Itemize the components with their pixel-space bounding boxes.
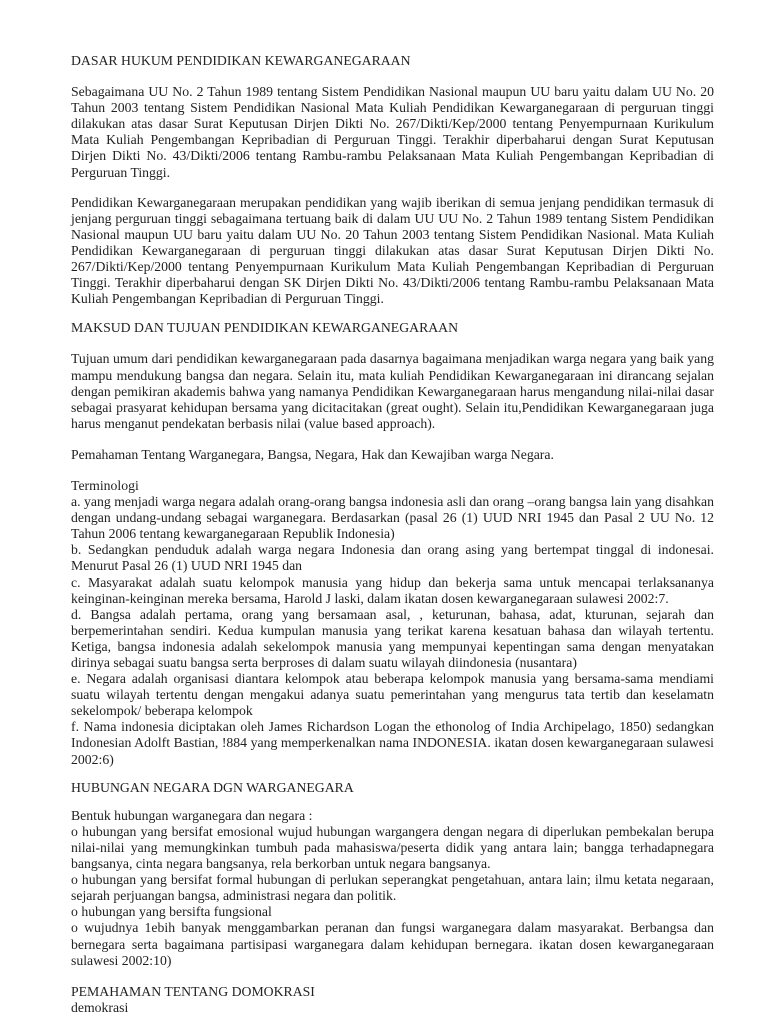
terminologi-item: a. yang menjadi warga negara adalah orang-orang bangsa indonesia asli dan orang –orang bangsa lain yang disahkan dengan undang-undang sebagai warganegara. Berdasarkan (pasal 26 (1) UUD NRI 1945 dan Pasal 2 UU No. 12 Tahun 2006 tentang kewarganegaraan Republik Indonesia) [71,494,714,542]
terminologi-label: Terminologi [71,477,139,493]
demokrasi-heading: PEMAHAMAN TENTANG DOMOKRASI [71,983,315,999]
hubungan-intro: Bentuk hubungan warganegara dan negara : [71,807,313,823]
hubungan-item: o hubungan yang bersifat emosional wujud hubungan wargangera dengan negara di diperlukan pembekalan berupa nilai-nilai yang memungkinkan tumbuh pada mahasiswa/peserta didik yang antara lain; bangga terhadapnegara bangsanya, cinta negara bangsanya, rela berkorban untuk negara bangsanya. [71,823,714,872]
document-body [71,53,714,1016]
dasar-hukum-heading: DASAR HUKUM PENDIDIKAN KEWARGANEGARAAN [71,53,411,68]
pemahaman-title: Pemahaman Tentang Warganegara, Bangsa, Negara, Hak dan Kewajiban warga Negara. [71,446,554,462]
maksud-tujuan-paragraph: Tujuan umum dari pendidikan kewarganegaraan pada dasarnya bagaimana menjadikan warga negara yang baik yang mampu mendukung bangsa dan negara. Selain itu, mata kuliah Pendidikan Kewarganegaraan ini dirancang sejalan dengan pemikiran akademis bahwa yang namanya Pendidikan Kewarganegaraan harus mengandung nilai-nilai dasar sebagai prasyarat kehidupan bersama yang dicitacitakan (great ought). Selain itu,Pendidikan Kewarganegaraan juga harus menganut pendekatan berbasis nilai (value based approach). [71,351,714,431]
maksud-tujuan-heading: MAKSUD DAN TUJUAN PENDIDIKAN KEWARGANEGARAAN [71,320,459,336]
hubungan-item: o hubungan yang bersifat formal hubungan di perlukan seperangkat pengetahuan, antara lain; ilmu ketata negaraan, sejarah perjuangan bangsa, administrasi negara dan politik. [71,872,714,904]
hubungan-item: o hubungan yang bersifta fungsional [71,904,272,920]
hubungan-heading: HUBUNGAN NEGARA DGN WARGANEGARA [71,779,354,795]
demokrasi-text: demokrasi [71,999,129,1015]
dasar-hukum-paragraph-2: Pendidikan Kewarganegaraan merupakan pendidikan yang wajib iberikan di semua jenjang pendidikan termasuk di jenjang perguruan tinggi sebagaimana tertuang baik di dalam UU UU No. 2 Tahun 1989 tentang Sistem Pendidikan Nasional maupun UU baru yaitu dalam UU No. 20 Tahun 2003 tentang Sistem Pendidikan Nasional. Mata Kuliah Pendidikan Kewarganegaraan di perguruan tinggi dilakukan atas dasar Surat Keputusan Dirjen Dikti No. 267/Dikti/Kep/2000 tentang Penyempurnaan Kurikulum Mata Kuliah Pengembangan Kepribadian di Perguruan Tinggi. Terakhir diperbaharui dengan SK Dirjen Dikti No. 43/Dikti/2006 tentang Rambu-rambu Pelaksanaan Mata Kuliah Pengembangan Kepribadian di Perguruan Tinggi. [71,194,714,307]
hubungan-item: o wujudnya 1ebih banyak menggambarkan peranan dan fungsi warganegara dalam masyarakat. Berbangsa dan bernegara serta bagaimana partisipasi warganegara dalam kehidupan bernegara. ikatan dosen kewarganegaraan sulawesi 2002:10) [71,920,714,968]
terminologi-item: e. Negara adalah organisasi diantara kelompok atau beberapa kelompok manusia yang bersama-sama mendiami suatu wilayah tertentu dengan mengakui adanya suatu pemerintahan yang mengurus tata tertib dan keselamatn sekelompok/ beberapa kelompok [71,671,714,719]
terminologi-item: f. Nama indonesia diciptakan oleh James Richardson Logan the ethonolog of India Archipelago, 1850) sedangkan Indonesian Adolft Bastian, !884 yang memperkenalkan nama INDONESIA. ikatan dosen kewarganegaraan sulawesi 2002:6) [71,719,714,767]
terminologi-item: c. Masyarakat adalah suatu kelompok manusia yang hidup dan bekerja sama untuk mencapai terlaksananya keinginan-keinginan mereka bersama, Harold J laski, dalam ikatan dosen kewarganegaraan sulawesi 2002:7. [71,574,714,606]
terminologi-item: d. Bangsa adalah pertama, orang yang bersamaan asal, , keturunan, bahasa, adat, kturunan, sejarah dan berpemerintahan sendiri. Kedua kumpulan manusia yang terikat karena kesatuan bahasa dan wilayah tertentu. Ketiga, bangsa indonesia adalah sekelompok manusia yang mempunyai kepentingan sama dengan menyatakan dirinya sebagai suatu bangsa serta berproses di dalam suatu wilayah diindonesia (nusantara) [71,606,714,670]
dasar-hukum-paragraph-1: Sebagaimana UU No. 2 Tahun 1989 tentang Sistem Pendidikan Nasional maupun UU baru yaitu dalam UU No. 20 Tahun 2003 tentang Sistem Pendidikan Nasional Mata Kuliah Pendidikan Kewarganegaraan di perguruan tinggi dilakukan atas dasar Surat Keputusan Dirjen Dikti No. 267/Dikti/Kep/2000 tentang Penyempurnaan Kurikulum Mata Kuliah Pengembangan Kepribadian di Perguruan Tinggi. Terakhir diperbaharui dengan Surat Keputusan Dirjen Dikti No. 43/Dikti/2006 tentang Rambu-rambu Pelaksanaan Mata Kuliah Pengembangan Kepribadian di Perguruan Tinggi. [71,84,714,180]
terminologi-item: b. Sedangkan penduduk adalah warga negara Indonesia dan orang asing yang bertempat tinggal di indonesai. Menurut Pasal 26 (1) UUD NRI 1945 dan [71,542,714,574]
